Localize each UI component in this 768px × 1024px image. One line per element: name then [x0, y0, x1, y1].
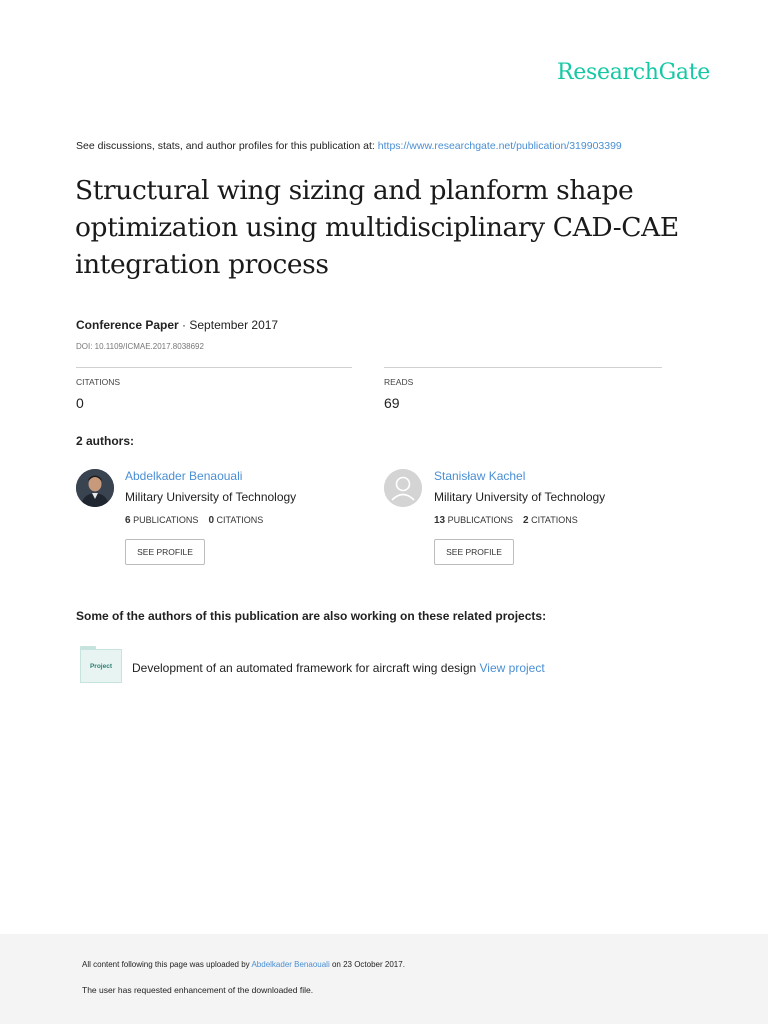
paper-type-line [76, 318, 278, 332]
divider-reads [384, 367, 662, 368]
citations-value: 0 [76, 395, 84, 411]
project-title: Development of an automated framework for aircraft wing design [132, 661, 477, 675]
see-profile-button[interactable]: SEE PROFILE [434, 539, 514, 565]
author-affiliation: Military University of Technology [434, 490, 606, 504]
related-projects-heading: Some of the authors of this publication are also working on these related projects: [76, 609, 547, 623]
uploader-link[interactable]: Abdelkader Benaouali [251, 960, 330, 969]
citations-count: 2 [523, 515, 529, 526]
reads-value: 69 [384, 395, 400, 411]
author-avatar-benaouali[interactable] [76, 469, 114, 507]
author-name-link[interactable]: Abdelkader Benaouali [125, 469, 243, 483]
publication-url-link[interactable]: https://www.researchgate.net/publication/319903399 [377, 140, 622, 152]
intro-text: See discussions, stats, and author profiles for this publication at: [76, 140, 375, 152]
view-project-link[interactable]: View project [479, 661, 545, 675]
citations-label: CITATIONS [531, 515, 578, 525]
footer-panel [0, 934, 768, 1024]
author-stats [125, 515, 263, 526]
citations-label: CITATIONS [216, 515, 264, 525]
paper-title: Structural wing sizing and planform shape optimization using multidisciplinary CAD-CAE integration process [75, 175, 679, 280]
citations-count: 0 [208, 515, 215, 526]
upload-prefix: All content following this page was uploaded by [82, 960, 250, 969]
publications-label: PUBLICATIONS [133, 515, 199, 525]
author-stats [434, 515, 578, 526]
see-profile-button[interactable]: SEE PROFILE [125, 539, 205, 565]
publications-count: 13 [434, 515, 446, 526]
discussion-intro [76, 140, 622, 152]
upload-suffix: on 23 October 2017. [331, 960, 405, 969]
enhancement-note: The user has requested enhancement of the downloaded file. [82, 985, 314, 995]
publications-label: PUBLICATIONS [447, 515, 513, 525]
paper-doi[interactable]: DOI: 10.1109/ICMAE.2017.8038692 [76, 342, 204, 351]
divider-citations [76, 367, 352, 368]
author-affiliation: Military University of Technology [125, 490, 297, 504]
author-avatar-kachel[interactable] [384, 469, 422, 507]
related-project [132, 661, 545, 675]
author-name-link[interactable]: Stanisław Kachel [434, 469, 526, 483]
citations-label: CITATIONS [76, 377, 121, 387]
authors-heading: 2 authors: [76, 434, 135, 448]
publications-count: 6 [125, 515, 131, 526]
upload-note [82, 960, 405, 969]
project-folder-icon[interactable] [80, 649, 122, 683]
researchgate-logo[interactable]: ResearchGate [557, 60, 710, 85]
paper-type: Conference Paper [76, 318, 179, 332]
paper-date: · September 2017 [182, 318, 279, 332]
default-user-icon [384, 469, 422, 507]
reads-label: READS [384, 377, 414, 387]
person-photo-icon [76, 469, 114, 507]
project-icon-label: Project [89, 662, 113, 670]
